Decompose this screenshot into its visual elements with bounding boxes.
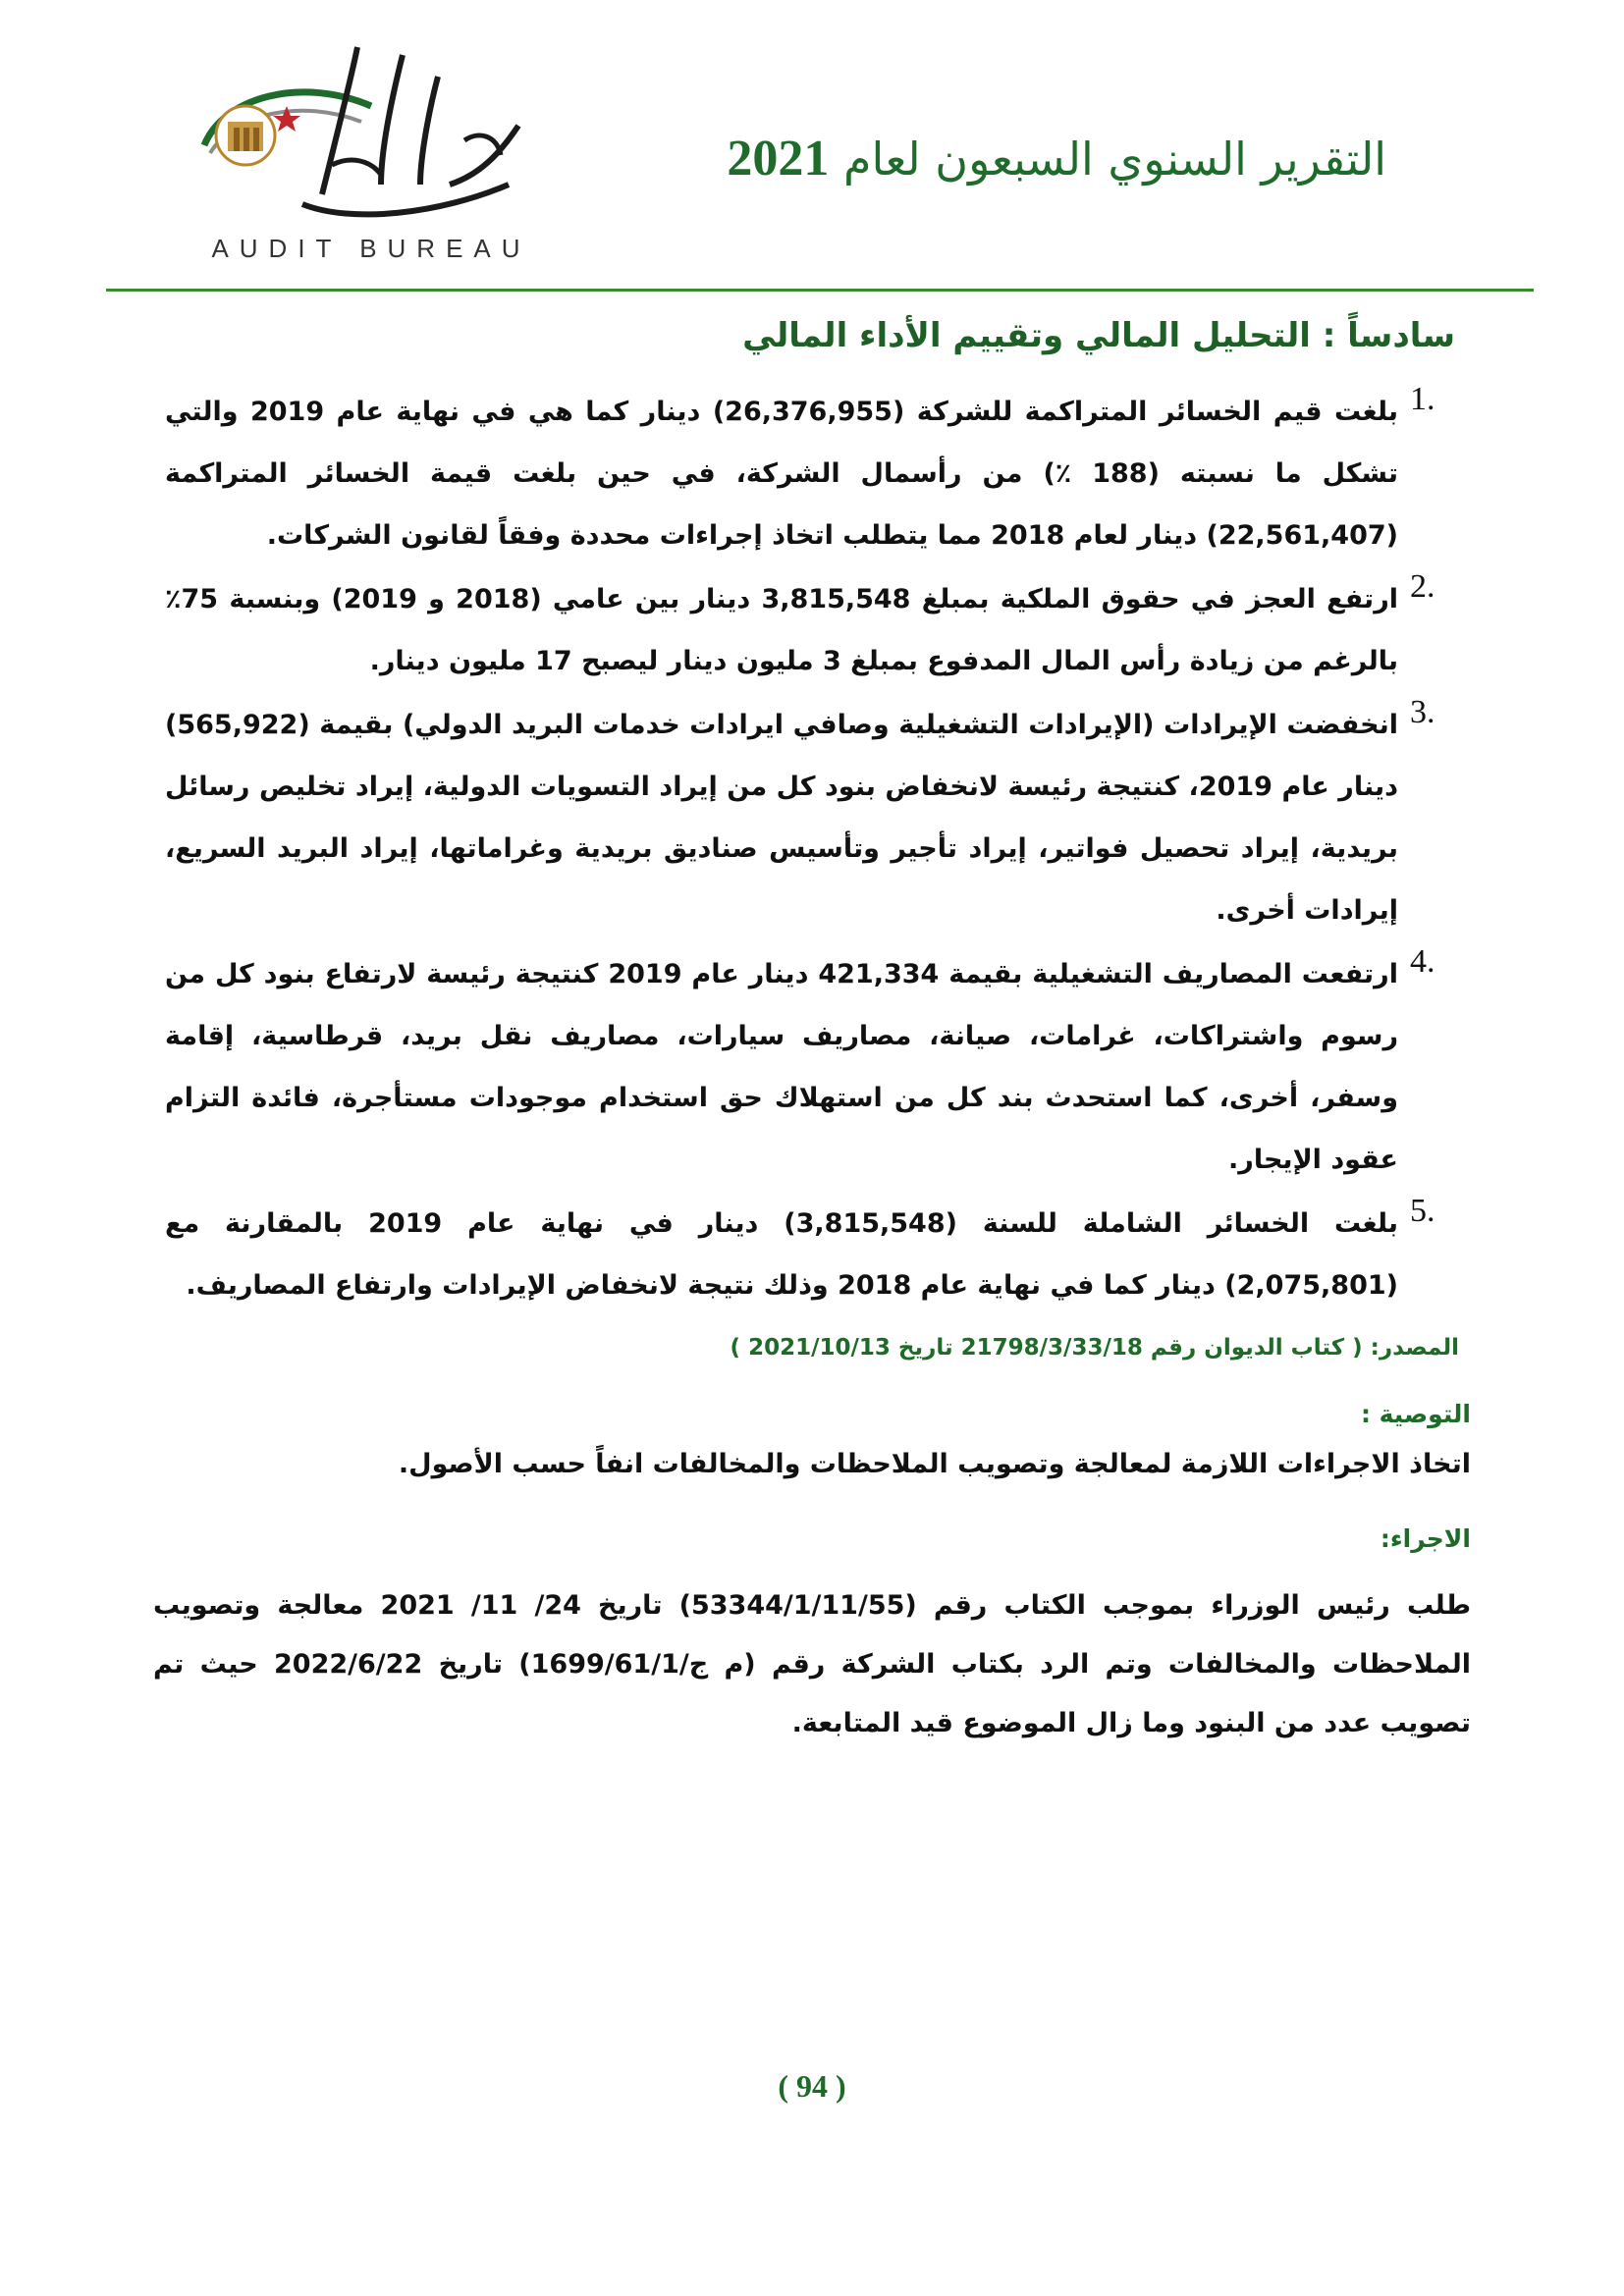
list-item-number: 2. xyxy=(1410,568,1435,605)
list-item-text: ارتفعت المصاريف التشغيلية بقيمة 421,334 دينار عام 2019 كنتيجة رئيسة لارتفاع بنود كل من رسوم واشتراكات، غرامات، صيانة، مصاريف سيارات، مصاريف نقل بريد، قرطاسية، إقامة وسفر، أخرى، كما استحدث بند كل من استهلاك حق استخدام موجودات مستأجرة، فائدة التزام عقود الإيجار. xyxy=(165,959,1398,1175)
report-year: 2021 xyxy=(727,131,830,187)
list-item xyxy=(165,1193,1461,1316)
action-heading: الاجراء: xyxy=(1380,1524,1471,1553)
list-item xyxy=(165,943,1461,1191)
logo-emblem-icon xyxy=(185,37,558,234)
findings-list xyxy=(165,381,1461,1318)
report-title-text: التقرير السنوي السبعون لعام xyxy=(842,133,1386,186)
action-text: طلب رئيس الوزراء بموجب الكتاب رقم (53344/1/11/55) تاريخ 24/ 11/ 2021 معالجة وتصويب الملاحظات والمخالفات وتم الرد بكتاب الشركة رقم (م ج/1699/61/1) تاريخ 2022/6/22 حيث تم تصويب عدد من البنود وما زال الموضوع قيد المتابعة. xyxy=(153,1590,1471,1738)
list-item xyxy=(165,694,1461,941)
list-item-text: انخفضت الإيرادات (الإيرادات التشغيلية وصافي ايرادات خدمات البريد الدولي) بقيمة (565,922) دينار عام 2019، كنتيجة رئيسة لانخفاض بنود كل من إيراد التسويات الدولية، إيراد تخليص رسائل بريدية، إيراد تحصيل فواتير، إيراد تأجير وتأسيس صناديق بريدية وغراماتها، إيراد البريد السريع، إيرادات أخرى. xyxy=(165,710,1398,926)
list-item-text: ارتفع العجز في حقوق الملكية بمبلغ 3,815,548 دينار بين عامي (2018 و 2019) وبنسبة 75٪ بالرغم من زيادة رأس المال المدفوع بمبلغ 3 مليون دينار ليصبح 17 مليون دينار. xyxy=(165,584,1398,676)
section-heading: سادساً : التحليل المالي وتقييم الأداء المالي xyxy=(742,316,1455,355)
recommendation-text: اتخاذ الاجراءات اللازمة لمعالجة وتصويب الملاحظات والمخالفات انفاً حسب الأصول. xyxy=(398,1449,1471,1479)
list-item-number: 5. xyxy=(1410,1193,1435,1229)
logo-subtitle: AUDIT BUREAU xyxy=(211,234,531,263)
list-item xyxy=(165,381,1461,566)
report-title xyxy=(727,130,1386,187)
list-item-number: 3. xyxy=(1410,694,1435,730)
list-item-text: بلغت قيم الخسائر المتراكمة للشركة (26,376,955) دينار كما هي في نهاية عام 2019 والتي تشكل ما نسبته (188 ٪) من رأسمال الشركة، في حين بلغت قيمة الخسائر المتراكمة (22,561,407) دينار لعام 2018 مما يتطلب اتخاذ إجراءات محددة وفقاً لقانون الشركات. xyxy=(165,397,1398,551)
header-divider xyxy=(106,289,1534,292)
source-citation: المصدر: ( كتاب الديوان رقم 21798/3/33/18 تاريخ 2021/10/13 ) xyxy=(730,1335,1459,1361)
list-item xyxy=(165,568,1461,692)
audit-bureau-logo xyxy=(185,37,558,263)
recommendation-heading: التوصية : xyxy=(1360,1400,1471,1428)
list-item-number: 4. xyxy=(1410,943,1435,980)
list-item-text: بلغت الخسائر الشاملة للسنة (3,815,548) دينار في نهاية عام 2019 بالمقارنة مع (2,075,801) دينار كما في نهاية عام 2018 وذلك نتيجة لانخفاض الإيرادات وارتفاع المصاريف. xyxy=(165,1208,1399,1301)
page-number: ( 94 ) xyxy=(778,2068,846,2104)
list-item-number: 1. xyxy=(1410,381,1435,417)
